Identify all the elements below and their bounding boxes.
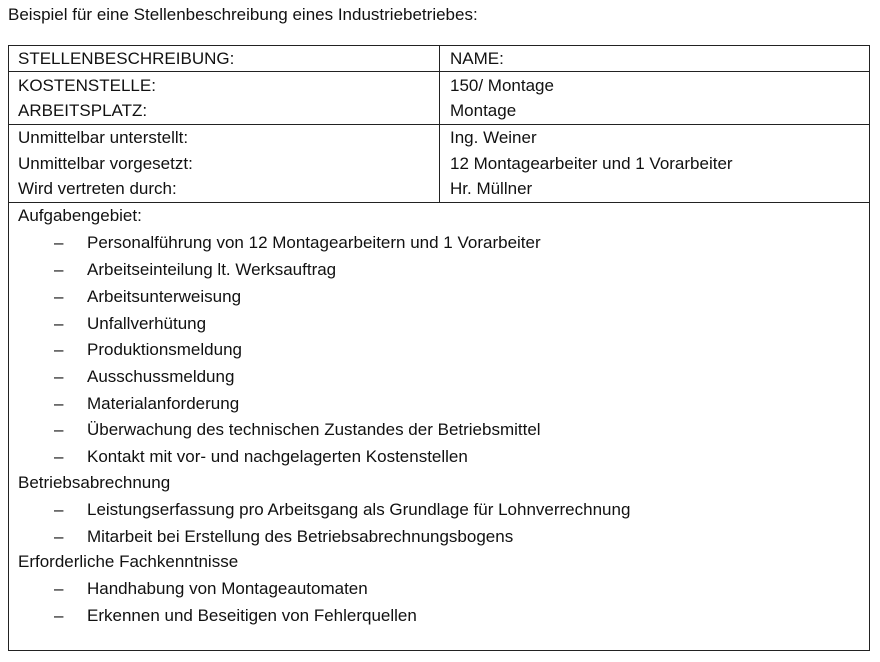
list-item-text: Kontakt mit vor- und nachgelagerten Kostenstellen (87, 447, 468, 466)
cost-center-label: KOSTENSTELLE: (18, 76, 156, 95)
list-item-text: Erkennen und Beseitigen von Fehlerquellen (87, 606, 417, 625)
list-item-text: Personalführung von 12 Montagearbeitern und 1 Vorarbeiter (87, 233, 541, 252)
supervises-label: Unmittelbar vorgesetzt: (18, 154, 193, 173)
list-item-text: Leistungserfassung pro Arbeitsgang als Grundlage für Lohnverrechnung (87, 500, 631, 519)
job-description-table (8, 45, 870, 651)
header-row (9, 46, 869, 72)
page-title: Beispiel für eine Stellenbeschreibung eines Industriebetriebes: (8, 5, 478, 24)
list-item-text: Unfallverhütung (87, 314, 207, 333)
list-item-text: Materialanforderung (87, 394, 240, 413)
name-label: NAME: (450, 49, 504, 68)
reporting-row (9, 125, 869, 203)
deputy-value: Hr. Müllner (450, 179, 533, 198)
cost-center-value: 150/ Montage (450, 76, 554, 95)
dash-bullet: – (54, 314, 64, 333)
list-item-text: Handhabung von Montageautomaten (87, 579, 368, 598)
workplace-label: ARBEITSPLATZ: (18, 101, 148, 120)
cost-center-row (9, 72, 869, 125)
cost-center-left-cell (9, 72, 440, 124)
list-item-text: Arbeitseinteilung lt. Werksauftrag (87, 260, 337, 279)
dash-bullet: – (54, 420, 64, 439)
list-item-text: Produktionsmeldung (87, 340, 242, 359)
dash-bullet: – (54, 367, 64, 386)
dash-bullet: – (54, 394, 64, 413)
accounting-heading: Betriebsabrechnung (18, 473, 171, 492)
dash-bullet: – (54, 233, 64, 252)
deputy-label: Wird vertreten durch: (18, 179, 177, 198)
dash-bullet: – (54, 340, 64, 359)
dash-bullet: – (54, 287, 64, 306)
list-item-text: Ausschussmeldung (87, 367, 235, 386)
dash-bullet: – (54, 606, 64, 625)
dash-bullet: – (54, 579, 64, 598)
dash-bullet: – (54, 500, 64, 519)
tasks-heading: Aufgabengebiet: (18, 206, 142, 225)
supervises-value: 12 Montagearbeiter und 1 Vorarbeiter (450, 154, 733, 173)
dash-bullet: – (54, 260, 64, 279)
dash-bullet: – (54, 527, 64, 546)
list-item-text: Mitarbeit bei Erstellung des Betriebsabrechnungsbogens (87, 527, 514, 546)
reports-to-value: Ing. Weiner (450, 128, 537, 147)
skills-heading: Erforderliche Fachkenntnisse (18, 552, 239, 571)
workplace-value: Montage (450, 101, 517, 120)
job-description-label: STELLENBESCHREIBUNG: (18, 49, 235, 68)
reports-to-label: Unmittelbar unterstellt: (18, 128, 189, 147)
dash-bullet: – (54, 447, 64, 466)
reporting-left-cell (9, 125, 440, 202)
header-left-cell (9, 46, 440, 71)
list-item-text: Überwachung des technischen Zustandes der Betriebsmittel (87, 420, 541, 439)
reporting-right-cell (440, 125, 869, 202)
header-right-cell (440, 46, 869, 71)
duties-section (9, 203, 869, 650)
cost-center-right-cell (440, 72, 869, 124)
list-item-text: Arbeitsunterweisung (87, 287, 242, 306)
